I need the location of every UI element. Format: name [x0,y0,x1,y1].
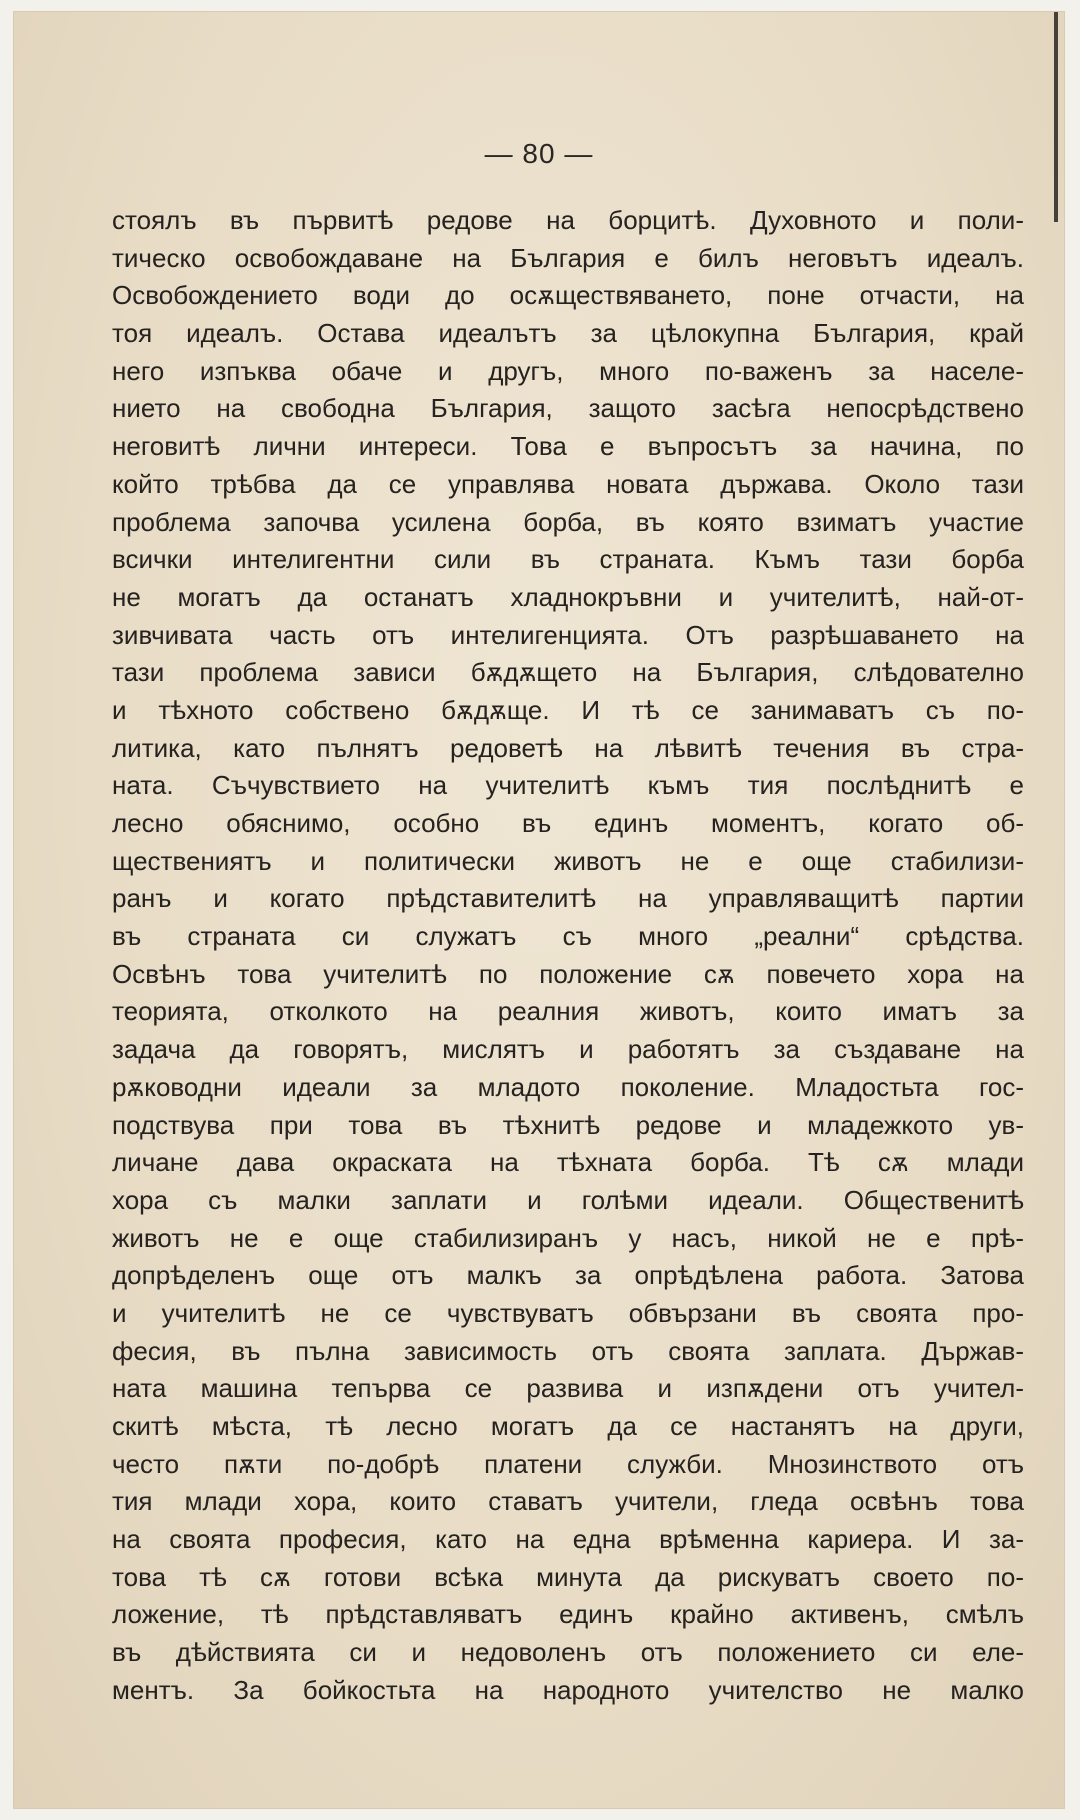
text-line: ложение, тѣ прѣдставляватъ единъ крайно активенъ, смѣлъ [112,1599,1024,1630]
text-line: ментъ. За бойкостьта на народното учителство не малко [112,1674,1024,1705]
text-line: подствува при това въ тѣхнитѣ редове и младежкото ув- [112,1109,1024,1140]
page-edge-rule [1054,12,1058,222]
text-line: на своята професия, като на една врѣменна кариера. И за- [112,1524,1024,1555]
text-line: проблема започва усилена борба, въ която взиматъ участие [112,506,1024,537]
text-line: нието на свободна България, защото засѣга непосрѣдствено [112,393,1024,424]
text-line: хора съ малки заплати и голѣми идеали. Общественитѣ [112,1184,1024,1215]
text-line: и учителитѣ не се чувствуватъ обвързани въ своята про- [112,1297,1024,1328]
text-line: зивчивата часть отъ интелигенцията. Отъ разрѣшаването на [112,619,1024,650]
text-line: допрѣделенъ още отъ малкъ за опрѣдѣлена работа. Затова [112,1260,1024,1291]
text-line: ществениятъ и политически животъ не е още стабилизи- [112,845,1024,876]
text-line: него изпъква обаче и другъ, много по-важенъ за населе- [112,355,1024,386]
text-line: тическо освобождаване на България е билъ неговътъ идеалъ. [112,242,1024,273]
text-line: въ дѣйствията си и недоволенъ отъ положението си еле- [112,1637,1024,1668]
text-line: Освобождението води до осѫществяването, поне отчасти, на [112,280,1024,311]
text-line: тази проблема зависи бѫдѫщето на България, слѣдователно [112,657,1024,688]
text-line: не могатъ да останатъ хладнокръвни и учителитѣ, най-от- [112,581,1024,612]
text-line: Освѣнъ това учителитѣ по положение сѫ повечето хора на [112,958,1024,989]
text-line: който трѣбва да се управлява новата държава. Около тази [112,468,1024,499]
text-line: литика, като пълнятъ редоветѣ на лѣвитѣ течения въ стра- [112,732,1024,763]
text-line: често пѫти по-добрѣ платени служби. Мнозинството отъ [112,1448,1024,1479]
text-line: скитѣ мѣста, тѣ лесно могатъ да се настанятъ на други, [112,1411,1024,1441]
text-line: това тѣ сѫ готови всѣка минута да рискуватъ своето по- [112,1561,1024,1592]
text-line: личане дава окраската на тѣхната борба. Тѣ сѫ млади [112,1147,1024,1178]
text-line: ранъ и когато прѣдставителитѣ на управляващитѣ партии [112,883,1024,914]
text-line: рѫководни идеали за младото поколение. Младостьта гос- [112,1071,1024,1102]
text-line: задача да говорятъ, мислятъ и работятъ за създаване на [112,1034,1024,1065]
text-line: тоя идеалъ. Остава идеалътъ за цѣлокупна България, край [112,318,1024,349]
book-page [14,12,1064,1808]
text-line: животъ не е още стабилизиранъ у насъ, никой не е прѣ- [112,1222,1024,1253]
text-line: тия млади хора, които ставатъ учители, гледа освѣнъ това [112,1486,1024,1517]
text-line: теорията, отколкото на реалния животъ, които иматъ за [112,996,1024,1027]
text-line: стоялъ въ първитѣ редове на борцитѣ. Духовното и поли- [112,205,1024,235]
text-line: фесия, въ пълна зависимость отъ своята заплата. Държав- [112,1335,1024,1366]
text-line: въ страната си служатъ съ много „реални“ срѣдства. [112,921,1024,952]
text-line: ната машина тепърва се развива и изпѫдени отъ учител- [112,1373,1024,1404]
text-line: ната. Съчувствието на учителитѣ къмъ тия послѣднитѣ е [112,770,1024,801]
page-number: — 80 — [484,138,594,169]
text-line: и тѣхното собствено бѫдѫще. И тѣ се занимаватъ съ по- [112,694,1024,725]
text-line: всички интелигентни сили въ страната. Къмъ тази борба [112,544,1024,575]
text-line: лесно обяснимо, особно въ единъ моментъ, когато об- [112,808,1024,838]
text-line: неговитѣ лични интереси. Това е въпросътъ за начина, по [112,431,1024,462]
body-text [112,202,1024,1710]
